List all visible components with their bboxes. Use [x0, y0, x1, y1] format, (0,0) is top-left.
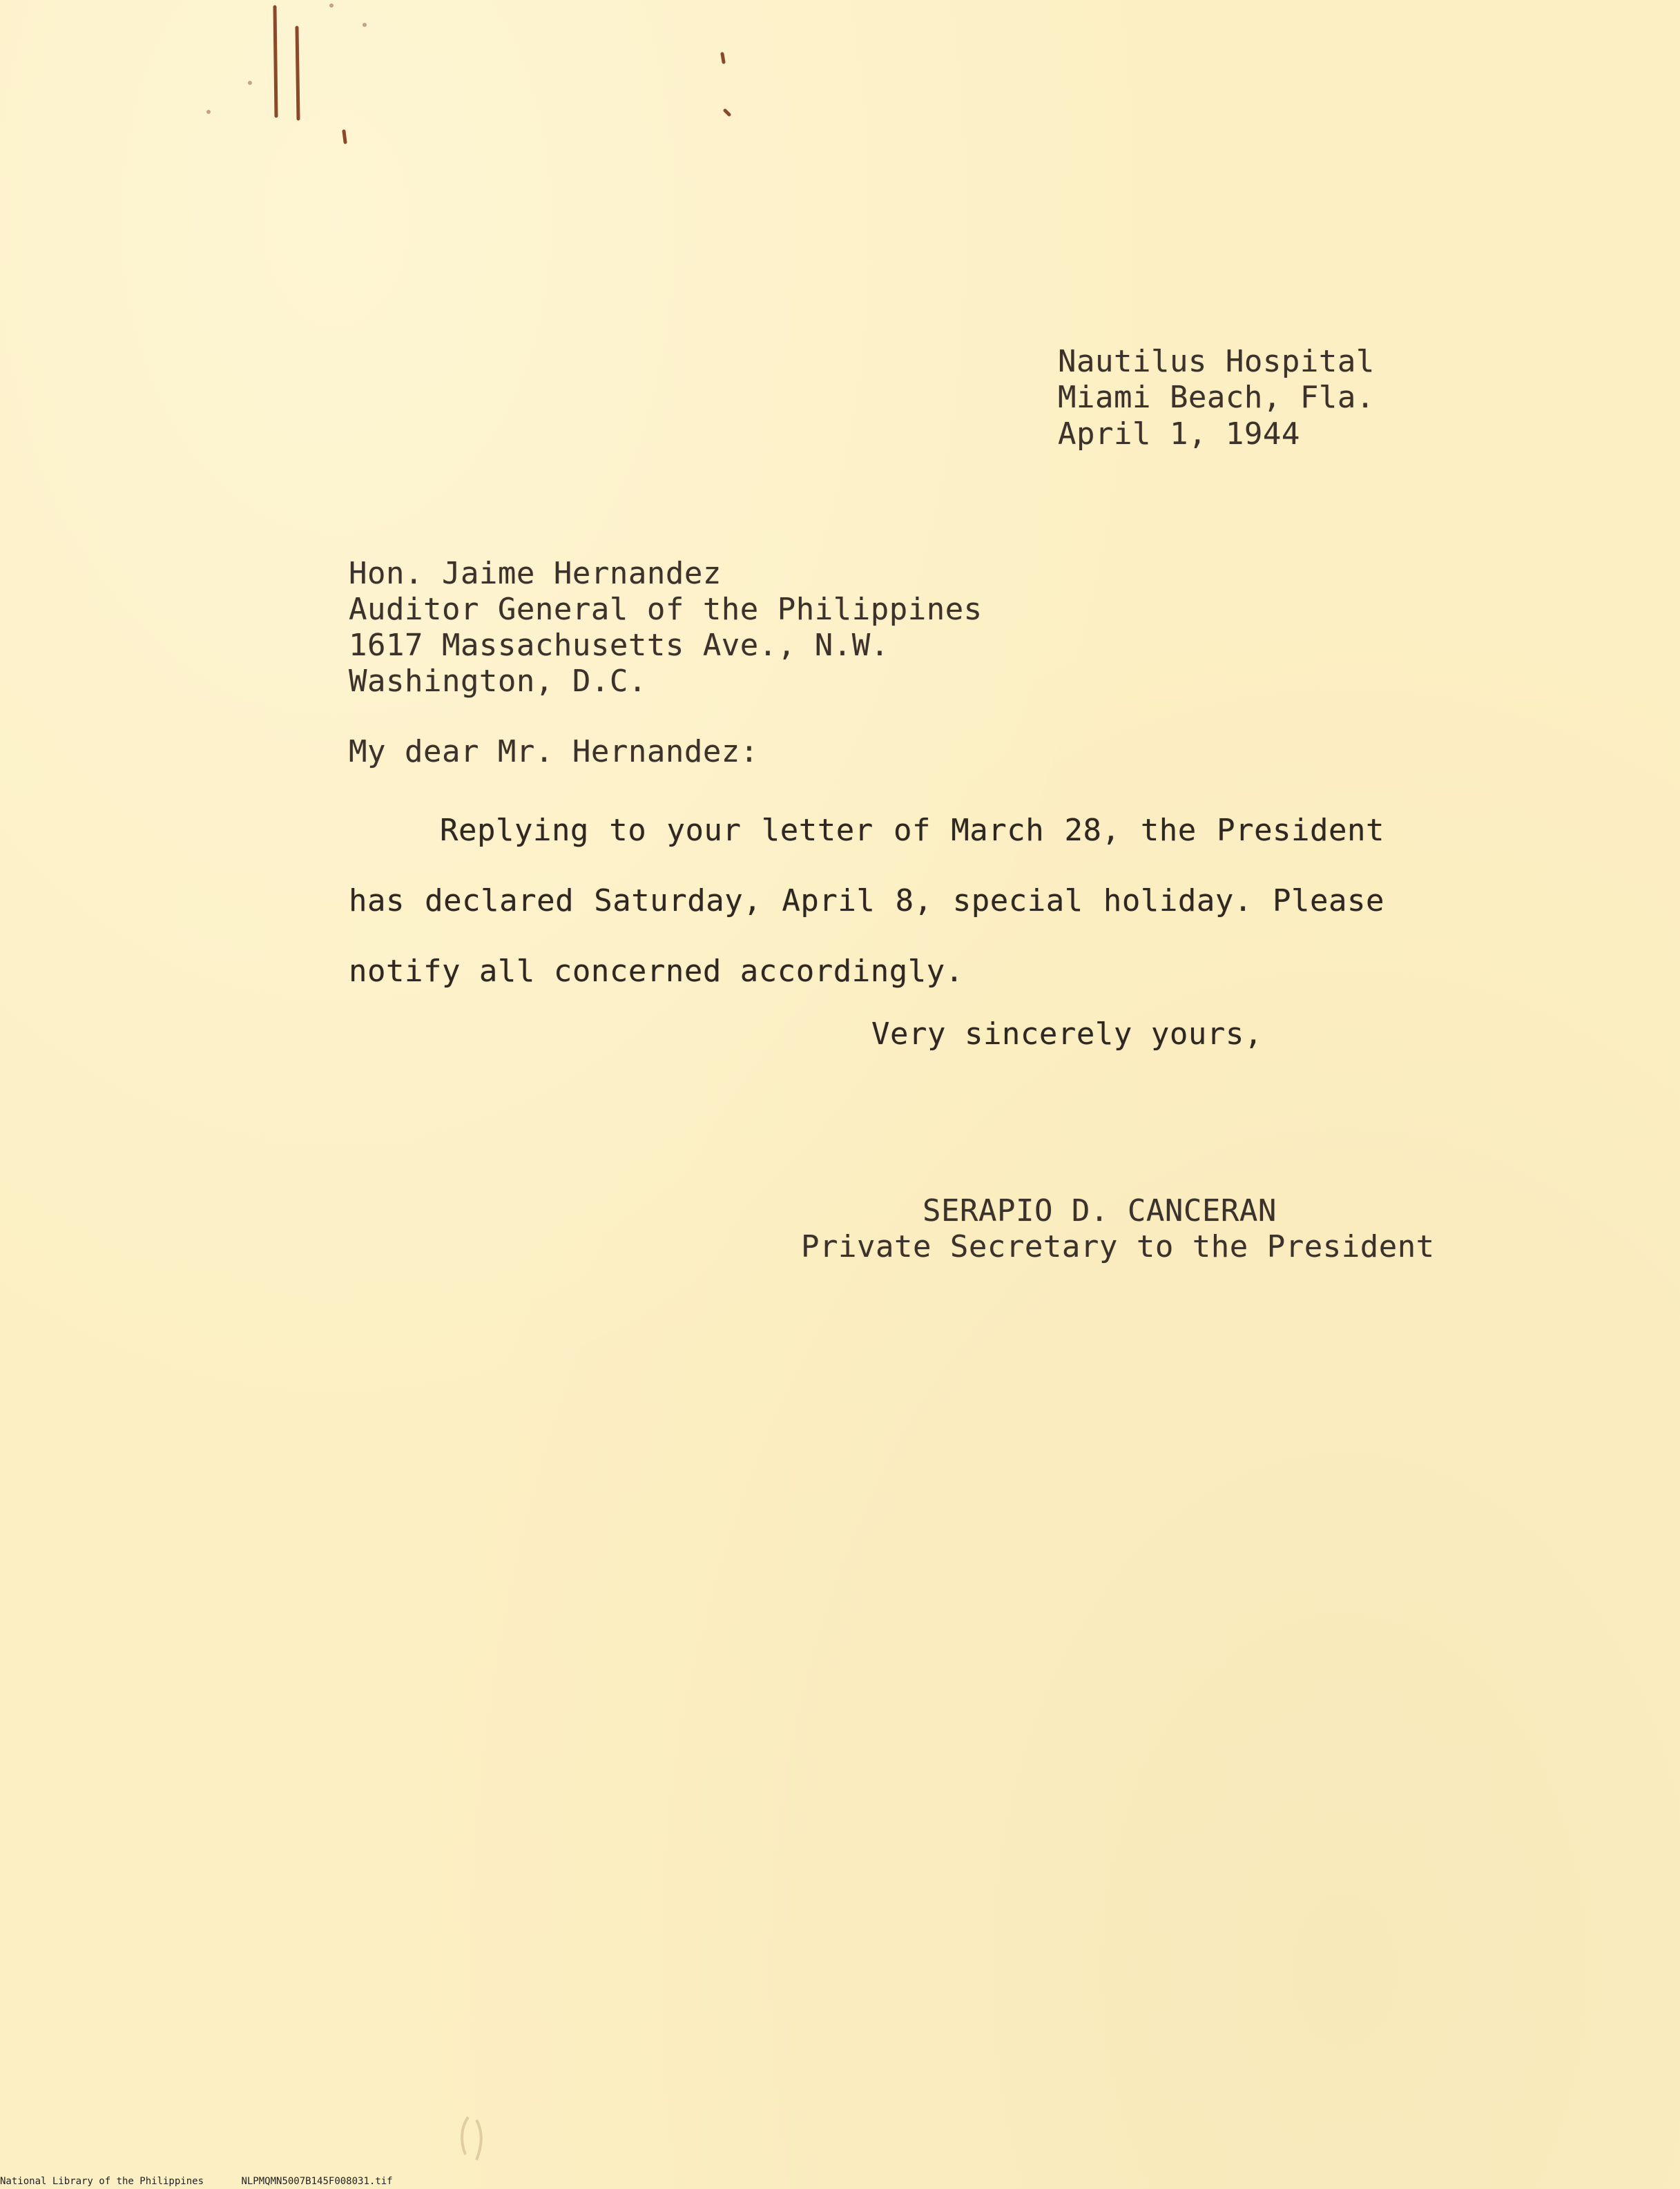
archive-footer: [0, 2175, 393, 2188]
footer-file-id: NLPMQMN5007B145F008031.tif: [241, 2176, 393, 2187]
rust-dot-3: [344, 131, 345, 142]
rust-mark-right: [297, 28, 298, 119]
addressee-city: Washington, D.C.: [349, 664, 647, 699]
letter-body: Replying to your letter of March 28, the President has declared Saturday, April 8, special holiday. Please notify all concerned accordingly.: [349, 813, 1384, 989]
signatory-name: SERAPIO D. CANCERAN: [923, 1193, 1277, 1228]
sender-line-hospital: Nautilus Hospital: [1058, 344, 1375, 379]
staple-marks: [0, 0, 1680, 207]
sender-line-city: Miami Beach, Fla.: [1058, 380, 1375, 415]
rust-mark-left: [275, 7, 276, 116]
addressee-name: Hon. Jaime Hernandez: [349, 556, 722, 591]
signatory-title: Private Secretary to the President: [801, 1229, 1435, 1264]
rust-dot-2: [725, 110, 729, 115]
footer-institution: National Library of the Philippines: [0, 2176, 204, 2187]
paper-stain: [456, 2113, 497, 2168]
rust-dot-1: [722, 54, 724, 62]
letter-date: April 1, 1944: [1058, 416, 1300, 452]
addressee-title: Auditor General of the Philippines: [349, 592, 983, 627]
complimentary-close: Very sincerely yours,: [871, 1016, 1263, 1052]
salutation: My dear Mr. Hernandez:: [349, 734, 759, 769]
addressee-street: 1617 Massachusetts Ave., N.W.: [349, 628, 889, 663]
